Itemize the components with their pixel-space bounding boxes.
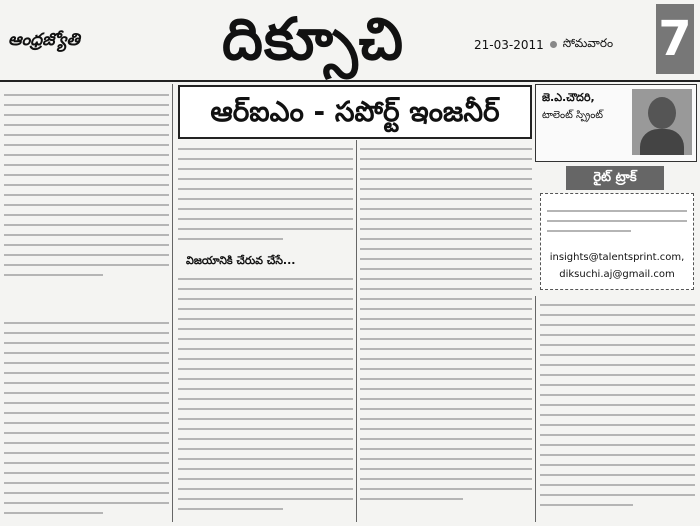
text-line <box>360 488 532 490</box>
author-name: జె.ఎ.చౌదరి, <box>542 91 595 104</box>
text-line <box>178 488 353 490</box>
text-line <box>178 198 353 200</box>
text-line <box>4 134 169 136</box>
text-line <box>178 368 353 370</box>
text-line <box>178 348 353 350</box>
text-line <box>4 254 169 256</box>
text-line <box>540 334 695 336</box>
text-line <box>360 438 532 440</box>
text-line <box>4 114 169 116</box>
text-line <box>4 432 169 434</box>
text-line <box>547 210 687 212</box>
text-line <box>4 452 169 454</box>
text-line <box>178 228 353 230</box>
newspaper-logo: ఆంధ్రజ్యోతి <box>8 30 80 50</box>
text-line <box>4 512 103 514</box>
text-line <box>178 168 353 170</box>
text-line <box>4 274 103 276</box>
text-line <box>540 314 695 316</box>
right-column-body <box>540 296 695 522</box>
text-line <box>360 208 532 210</box>
text-line <box>360 158 532 160</box>
text-line <box>178 188 353 190</box>
text-line <box>360 468 532 470</box>
page-number: 7 <box>656 4 694 74</box>
text-line <box>4 224 169 226</box>
text-line <box>4 164 169 166</box>
text-line <box>360 218 532 220</box>
text-line <box>4 204 169 206</box>
text-line <box>540 484 695 486</box>
text-line <box>540 344 695 346</box>
text-line <box>360 168 532 170</box>
text-line <box>178 448 353 450</box>
text-line <box>4 194 169 196</box>
text-line <box>360 298 532 300</box>
text-line <box>178 428 353 430</box>
issue-day: సోమవారం <box>562 36 614 50</box>
text-line <box>540 354 695 356</box>
text-line <box>547 230 631 232</box>
text-line <box>4 174 169 176</box>
text-line <box>4 462 169 464</box>
text-line <box>178 148 353 150</box>
text-line <box>360 448 532 450</box>
text-line <box>360 268 532 270</box>
text-line <box>178 298 353 300</box>
author-title: టాలెంట్ స్ప్రింట్ <box>542 110 604 121</box>
text-line <box>4 382 169 384</box>
text-line <box>4 352 169 354</box>
text-line <box>540 304 695 306</box>
text-line <box>360 378 532 380</box>
section-title: దిక్సూచి <box>222 5 405 73</box>
text-line <box>360 458 532 460</box>
text-line <box>540 504 633 506</box>
text-line <box>178 398 353 400</box>
left-column-body <box>4 314 169 522</box>
text-line <box>178 338 353 340</box>
text-line <box>178 418 353 420</box>
email-primary[interactable]: insights@talentsprint.com, <box>549 252 685 263</box>
middle-column-body <box>178 270 353 522</box>
right-middle-column <box>360 140 532 522</box>
text-line <box>360 368 532 370</box>
text-line <box>540 434 695 436</box>
text-line <box>540 324 695 326</box>
text-line <box>360 148 532 150</box>
text-line <box>178 458 353 460</box>
author-head-shape <box>648 97 676 129</box>
text-line <box>178 218 353 220</box>
text-line <box>360 498 463 500</box>
separator-dot-icon <box>550 41 557 48</box>
author-photo <box>632 89 692 155</box>
text-line <box>360 308 532 310</box>
column-rule <box>172 84 173 522</box>
text-line <box>178 358 353 360</box>
text-line <box>540 424 695 426</box>
column-rule <box>356 140 357 522</box>
text-line <box>540 394 695 396</box>
text-line <box>4 264 169 266</box>
text-line <box>4 392 169 394</box>
text-line <box>178 478 353 480</box>
text-line <box>540 494 695 496</box>
author-byline <box>535 84 697 162</box>
issue-date: 21-03-2011 <box>474 37 544 52</box>
masthead <box>0 0 700 82</box>
text-line <box>4 332 169 334</box>
text-line <box>360 238 532 240</box>
text-line <box>540 454 695 456</box>
text-line <box>360 418 532 420</box>
text-line <box>4 234 169 236</box>
text-line <box>4 322 169 324</box>
text-line <box>540 384 695 386</box>
text-line <box>178 468 353 470</box>
text-line <box>178 328 353 330</box>
email-secondary[interactable]: diksuchi.aj@gmail.com <box>559 269 675 280</box>
text-line <box>178 388 353 390</box>
author-body-shape <box>640 129 684 155</box>
text-line <box>360 328 532 330</box>
text-line <box>360 408 532 410</box>
text-line <box>4 342 169 344</box>
text-line <box>4 124 169 126</box>
text-line <box>360 388 532 390</box>
text-line <box>178 438 353 440</box>
text-line <box>360 198 532 200</box>
text-line <box>178 498 353 500</box>
text-line <box>360 338 532 340</box>
text-line <box>360 318 532 320</box>
text-line <box>540 414 695 416</box>
text-line <box>178 278 353 280</box>
text-line <box>360 428 532 430</box>
text-line <box>4 104 169 106</box>
text-line <box>4 442 169 444</box>
text-line <box>540 364 695 366</box>
text-line <box>178 318 353 320</box>
text-line <box>4 402 169 404</box>
column-badge: రైట్ ట్రాక్ <box>566 166 664 190</box>
left-column-intro <box>4 86 169 296</box>
text-line <box>4 144 169 146</box>
text-line <box>178 308 353 310</box>
reader-callout <box>540 193 694 290</box>
text-line <box>360 398 532 400</box>
text-line <box>4 94 169 96</box>
text-line <box>4 214 169 216</box>
text-line <box>4 184 169 186</box>
text-line <box>360 248 532 250</box>
text-line <box>360 228 532 230</box>
text-line <box>4 412 169 414</box>
text-line <box>178 158 353 160</box>
article-subheading: విజయానికి చేరువ చేసే... <box>186 254 296 267</box>
text-line <box>360 258 532 260</box>
text-line <box>360 358 532 360</box>
article-headline: ఆర్ఐఎం - సపోర్ట్ ఇంజనీర్ <box>178 85 532 139</box>
text-line <box>360 288 532 290</box>
text-line <box>540 404 695 406</box>
text-line <box>360 278 532 280</box>
text-line <box>540 464 695 466</box>
text-line <box>360 188 532 190</box>
text-line <box>4 472 169 474</box>
text-line <box>360 178 532 180</box>
text-line <box>178 378 353 380</box>
text-line <box>4 362 169 364</box>
text-line <box>540 444 695 446</box>
text-line <box>360 348 532 350</box>
text-line <box>4 154 169 156</box>
callout-intro <box>547 202 687 232</box>
text-line <box>4 482 169 484</box>
text-line <box>4 492 169 494</box>
text-line <box>178 178 353 180</box>
text-line <box>540 474 695 476</box>
text-line <box>360 478 532 480</box>
text-line <box>4 244 169 246</box>
date-line <box>474 36 613 53</box>
text-line <box>4 422 169 424</box>
text-line <box>178 408 353 410</box>
middle-column-top <box>178 140 353 250</box>
text-line <box>178 508 283 510</box>
text-line <box>178 288 353 290</box>
text-line <box>547 220 687 222</box>
text-line <box>178 238 283 240</box>
text-line <box>540 374 695 376</box>
text-line <box>4 502 169 504</box>
column-rule <box>535 296 536 522</box>
text-line <box>4 372 169 374</box>
text-line <box>178 208 353 210</box>
